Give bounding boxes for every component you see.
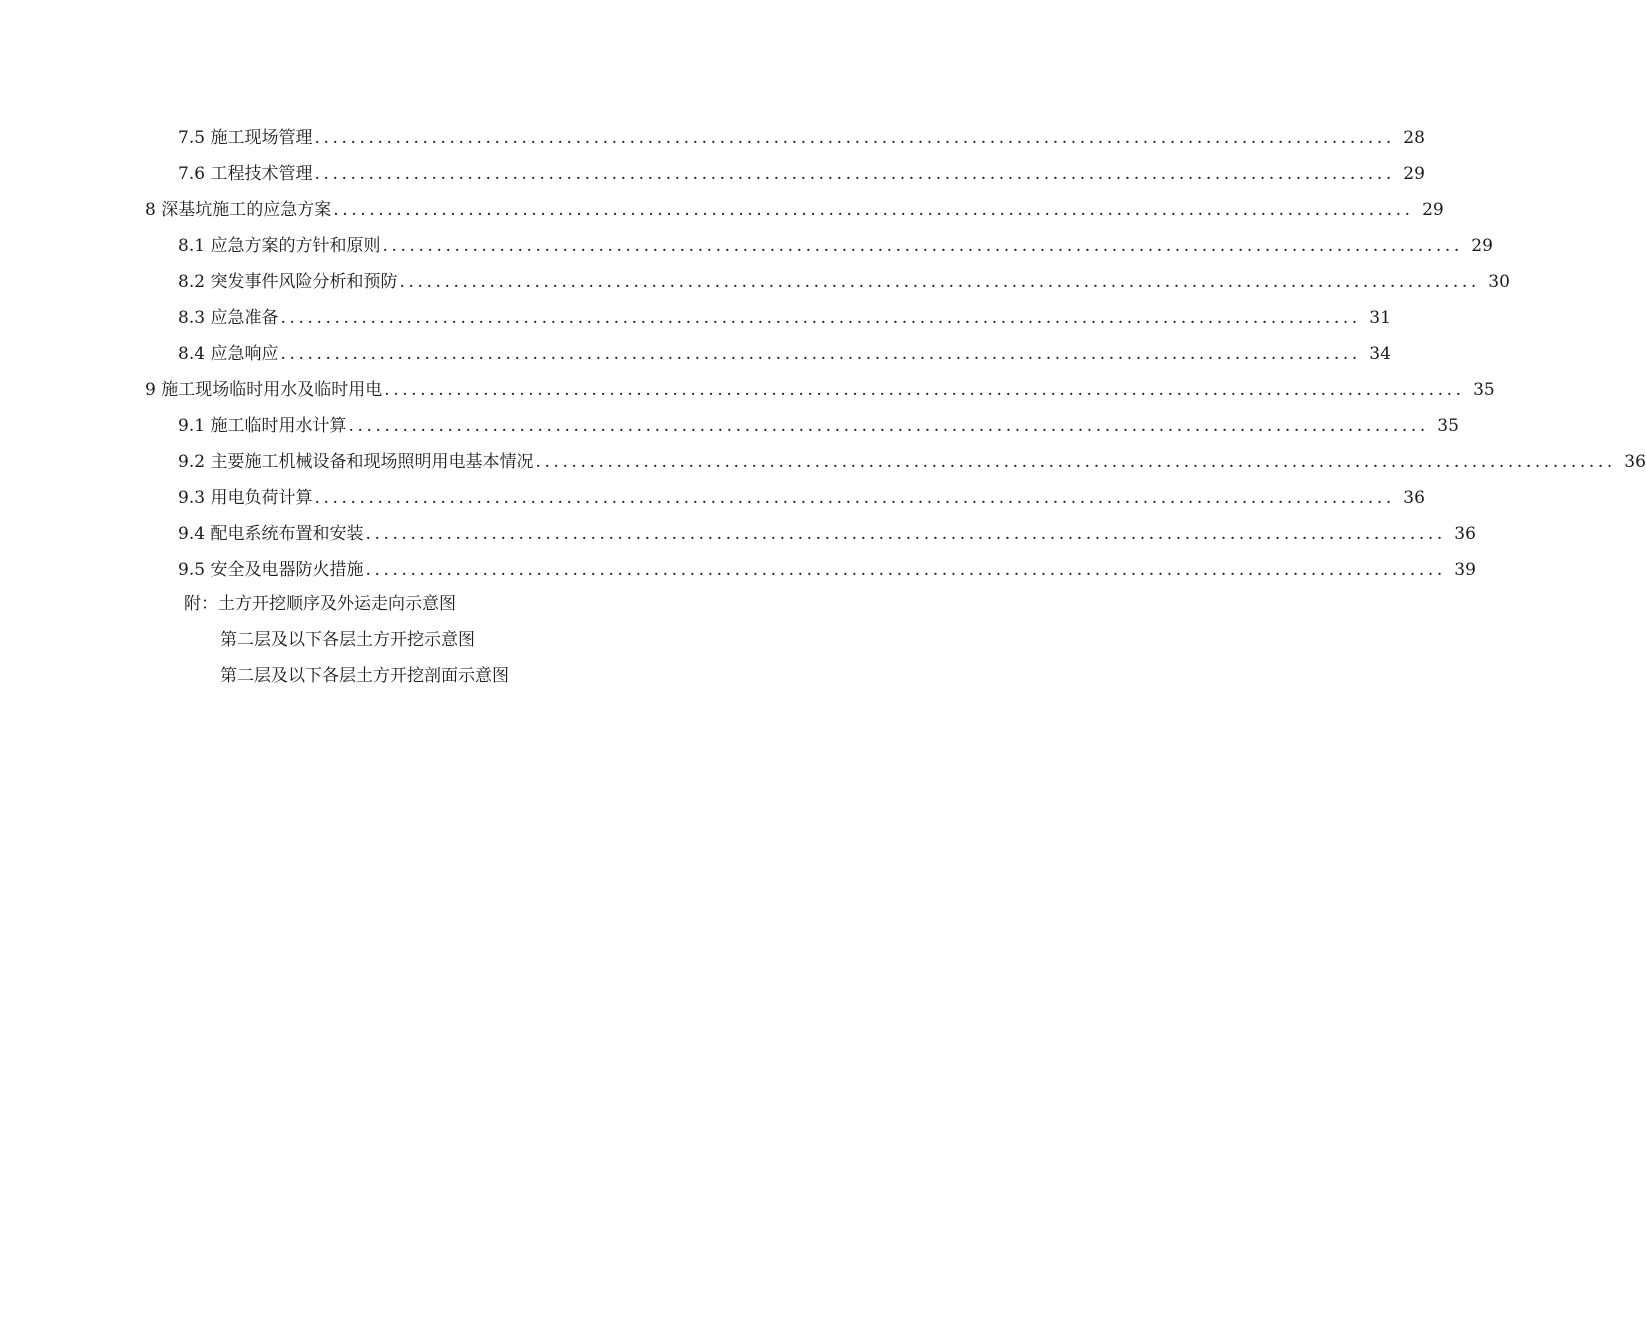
toc-page-number: 36 (1624, 452, 1646, 472)
toc-page-number: 35 (1437, 416, 1459, 436)
appendix-item (0, 622, 950, 658)
toc-entry-label: 8 深基坑施工的应急方案 (145, 200, 332, 220)
toc-page-number: 31 (1369, 308, 1391, 328)
toc-page-number: 36 (1454, 524, 1476, 544)
toc-entry-label: 8.2 突发事件风险分析和预防 (178, 272, 398, 292)
toc-entry-label: 9.4 配电系统布置和安装 (178, 524, 364, 544)
toc-entry-8-3[interactable] (0, 300, 1391, 336)
toc-entry-label: 8.3 应急准备 (178, 308, 279, 328)
toc-leader-dots: ........................................................................................................................ (333, 200, 1414, 220)
table-of-contents (0, 120, 1646, 588)
toc-page-number: 35 (1473, 380, 1495, 400)
toc-leader-dots: ........................................................................................................................ (365, 560, 1446, 580)
toc-entry-8-2[interactable] (0, 264, 1510, 300)
toc-page-number: 29 (1422, 200, 1444, 220)
toc-leader-dots: ........................................................................................................................ (314, 488, 1395, 508)
toc-leader-dots: ........................................................................................................................ (382, 236, 1463, 256)
appendix-item-label: 第二层及以下各层土方开挖剖面示意图 (220, 666, 509, 686)
toc-entry-label: 9 施工现场临时用水及临时用电 (145, 380, 383, 400)
toc-entry-label: 9.2 主要施工机械设备和现场照明用电基本情况 (178, 452, 534, 472)
toc-entry-8-1[interactable] (0, 228, 1493, 264)
toc-leader-dots: ........................................................................................................................ (535, 452, 1616, 472)
toc-entry-label: 8.4 应急响应 (178, 344, 279, 364)
toc-entry-label: 9.1 施工临时用水计算 (178, 416, 347, 436)
toc-leader-dots: ........................................................................................................................ (365, 524, 1446, 544)
toc-leader-dots: ........................................................................................................................ (384, 380, 1465, 400)
toc-leader-dots: ........................................................................................................................ (399, 272, 1480, 292)
toc-entry-label: 9.3 用电负荷计算 (178, 488, 313, 508)
toc-entry-label: 7.5 施工现场管理 (178, 128, 313, 148)
toc-page-number: 30 (1488, 272, 1510, 292)
appendix-item (0, 586, 950, 622)
toc-leader-dots: ........................................................................................................................ (280, 308, 1361, 328)
toc-leader-dots: ........................................................................................................................ (314, 128, 1395, 148)
appendix-item (0, 658, 950, 694)
appendix-prefix: 附： (184, 594, 218, 614)
toc-page-number: 34 (1369, 344, 1391, 364)
toc-leader-dots: ........................................................................................................................ (280, 344, 1361, 364)
toc-entry-9-1[interactable] (0, 408, 1459, 444)
toc-entry-9-3[interactable] (0, 480, 1425, 516)
toc-leader-dots: ........................................................................................................................ (348, 416, 1429, 436)
appendix-item-label: 土方开挖顺序及外运走向示意图 (218, 594, 456, 614)
toc-leader-dots: ........................................................................................................................ (314, 164, 1395, 184)
toc-entry-9-4[interactable] (0, 516, 1476, 552)
toc-entry-7-5[interactable] (0, 120, 1425, 156)
toc-entry-9-5[interactable] (0, 552, 1476, 588)
toc-page-number: 36 (1403, 488, 1425, 508)
toc-page-number: 28 (1403, 128, 1425, 148)
toc-entry-9[interactable] (0, 372, 1495, 408)
toc-page-number: 39 (1454, 560, 1476, 580)
toc-page-number: 29 (1471, 236, 1493, 256)
toc-entry-8[interactable] (0, 192, 1444, 228)
toc-entry-8-4[interactable] (0, 336, 1391, 372)
appendix-item-label: 第二层及以下各层土方开挖示意图 (220, 630, 475, 650)
toc-entry-9-2[interactable] (0, 444, 1646, 480)
toc-entry-7-6[interactable] (0, 156, 1425, 192)
toc-page-number: 29 (1403, 164, 1425, 184)
appendix-list (0, 586, 950, 694)
toc-entry-label: 9.5 安全及电器防火措施 (178, 560, 364, 580)
toc-entry-label: 7.6 工程技术管理 (178, 164, 313, 184)
toc-entry-label: 8.1 应急方案的方针和原则 (178, 236, 381, 256)
